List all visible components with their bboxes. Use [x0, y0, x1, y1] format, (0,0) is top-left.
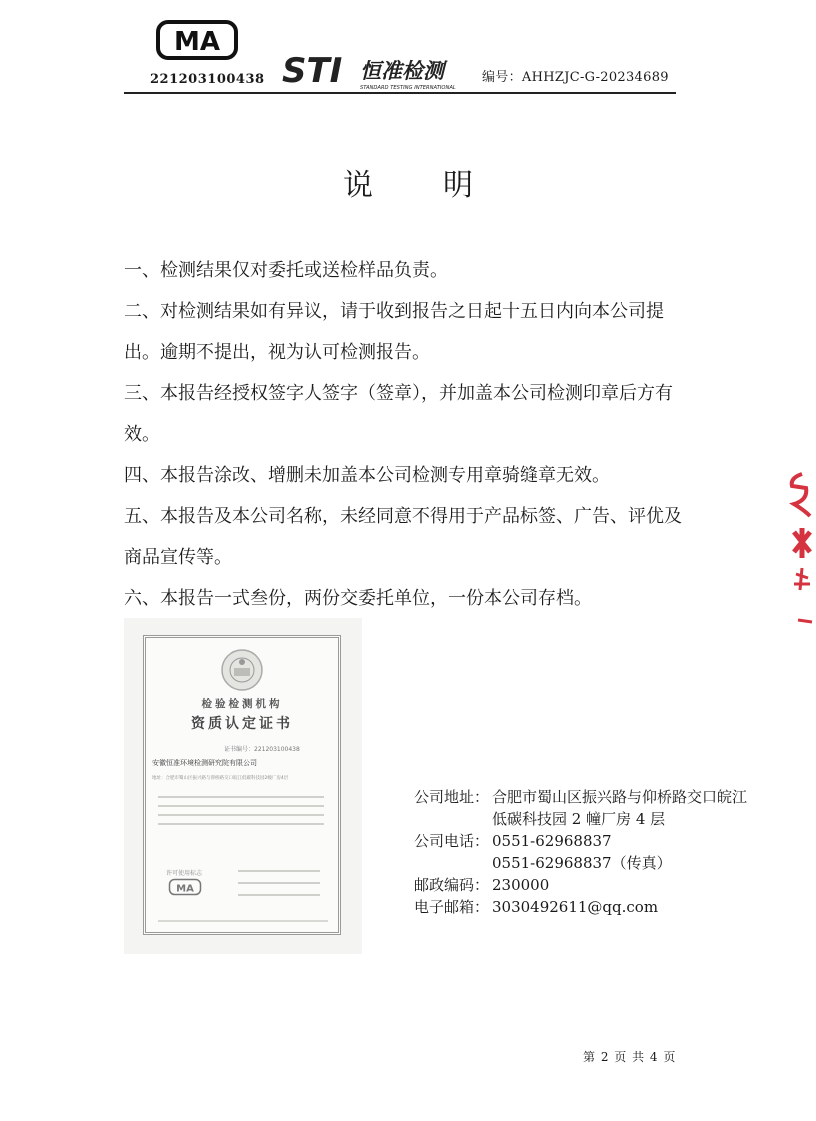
svg-text:恒准检测: 恒准检测	[360, 59, 444, 83]
cma-logo-icon	[154, 18, 240, 62]
phone-label: 公司电话：	[414, 832, 490, 850]
certificate-heading: 检验检测机构	[201, 698, 283, 710]
phone-value-1: 0551-62968837	[492, 832, 612, 850]
postcode-row	[414, 874, 756, 896]
note-item-3: 三、本报告经授权签字人签字（签章），并加盖本公司检测印章后方有效。	[124, 383, 673, 445]
cma-number: 221203100438	[150, 72, 265, 87]
fax-row	[414, 852, 756, 874]
svg-text:STI: STI	[282, 52, 343, 91]
address-label: 公司地址：	[414, 788, 490, 806]
page-number: 第 2 页 共 4 页	[583, 1050, 677, 1064]
seam-stamp-icon	[780, 470, 816, 640]
qualification-certificate-image	[124, 618, 362, 954]
email-row	[414, 896, 756, 918]
report-header	[124, 14, 676, 94]
certificate-address: 地址：合肥市蜀山区振兴路与仰桥路交口皖江低碳科技园2幢厂房4层	[152, 776, 289, 781]
contact-info	[414, 786, 756, 918]
email-value: 3030492611@qq.com	[492, 898, 659, 916]
certificate-number: 证书编号：221203100438	[224, 746, 300, 753]
note-item-4: 四、本报告涂改、增删未加盖本公司检测专用章骑缝章无效。	[124, 465, 610, 486]
page-title: 说明	[343, 168, 543, 203]
certificate-body-text	[158, 796, 324, 832]
sti-brand-logo	[280, 52, 460, 92]
note-item-1: 一、检测结果仅对委托或送检样品负责。	[124, 260, 448, 281]
address-value: 合肥市蜀山区振兴路与仰桥路交口皖江低碳科技园 2 幢厂房 4 层	[492, 788, 748, 828]
svg-text:MA: MA	[176, 883, 194, 895]
national-emblem-icon	[220, 648, 264, 692]
report-number: 编号：AHHZJC-G-20234689	[482, 70, 669, 85]
certificate-organization: 安徽恒准环境检测研究院有限公司	[152, 759, 257, 767]
phone-row	[414, 830, 756, 852]
svg-text:MA: MA	[174, 27, 220, 57]
certificate-ma-mark-icon	[168, 878, 202, 896]
notes-list	[124, 250, 684, 619]
address-row	[414, 786, 756, 830]
postcode-value: 230000	[492, 876, 550, 894]
certificate-mark-label: 许可使用标志	[166, 870, 203, 877]
header-divider	[124, 92, 676, 94]
certificate-frame	[143, 635, 341, 935]
certificate-footer-line	[158, 920, 328, 922]
postcode-label: 邮政编码：	[414, 876, 490, 894]
note-item-6: 六、本报告一式叁份，两份交委托单位，一份本公司存档。	[124, 588, 592, 609]
email-label: 电子邮箱：	[414, 898, 490, 916]
svg-text:STANDARD TESTING INTERNATIONAL: STANDARD TESTING INTERNATIONAL	[360, 85, 456, 91]
certificate-dates	[238, 870, 320, 906]
note-item-5: 五、本报告及本公司名称，未经同意不得用于产品标签、广告、评优及商品宣传等。	[124, 506, 682, 568]
certificate-title: 资质认定证书	[191, 716, 293, 732]
note-item-2: 二、对检测结果如有异议，请于收到报告之日起十五日内向本公司提出。逾期不提出，视为认可检测报告。	[124, 301, 664, 363]
phone-value-2: 0551-62968837（传真）	[492, 854, 672, 872]
